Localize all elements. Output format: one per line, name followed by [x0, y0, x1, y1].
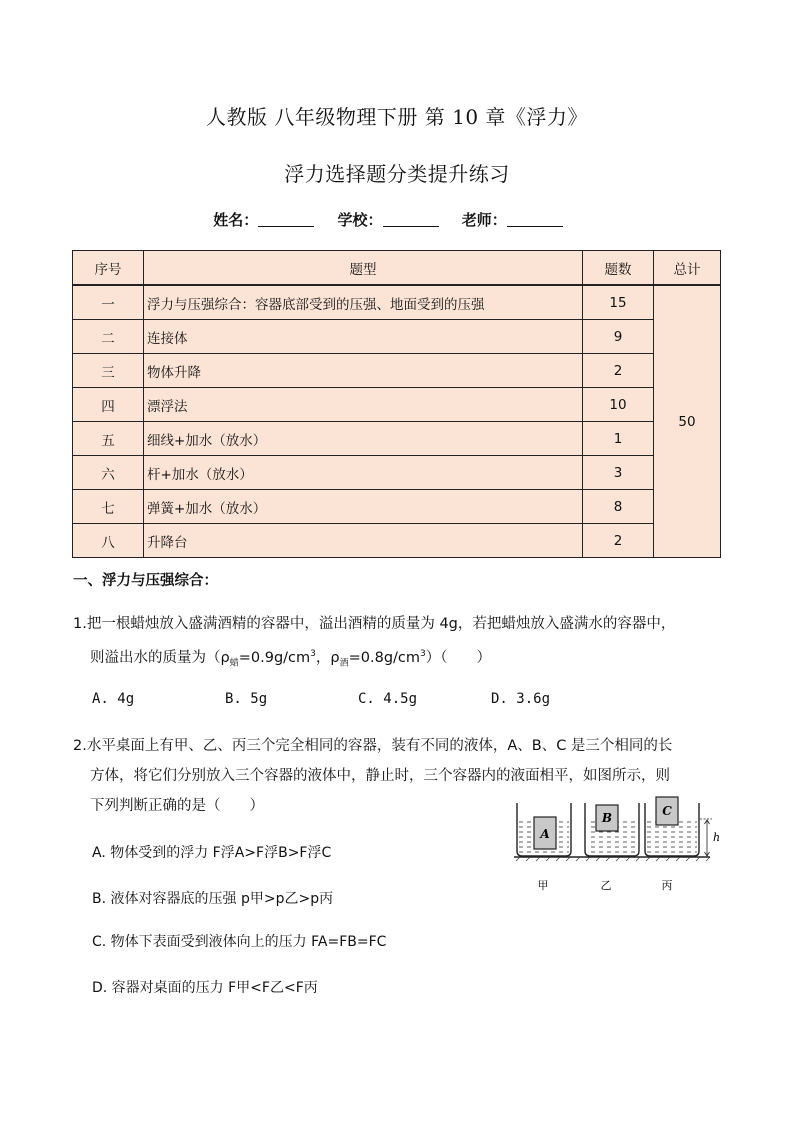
question-2-option-a[interactable]: A. 物体受到的浮力 F浮A>F浮B>F浮C — [92, 845, 332, 861]
header-total: 总计 — [654, 251, 721, 286]
option-a[interactable]: A. 4g — [92, 691, 135, 707]
table-row — [73, 388, 721, 422]
name-label: 姓名： — [213, 211, 259, 229]
row-no: 二 — [73, 320, 144, 354]
label-yi: 乙 — [600, 879, 612, 892]
q1-text-a: 则溢出水的质量为（ρ — [90, 649, 230, 666]
question-2-line-2: 方体，将它们分别放入三个容器的液体中，静止时，三个容器内的液面相平，如图所示，则 — [90, 768, 670, 784]
table-row — [73, 524, 721, 558]
row-count: 3 — [583, 456, 654, 490]
table-row — [73, 490, 721, 524]
table-row — [73, 285, 721, 320]
header-no: 序号 — [73, 251, 144, 286]
row-type: 浮力与压强综合：容器底部受到的压强、地面受到的压强 — [144, 285, 583, 320]
row-type: 细线+加水（放水） — [144, 422, 583, 456]
teacher-blank[interactable] — [507, 212, 563, 227]
question-1-line-2 — [73, 639, 733, 679]
option-d[interactable]: D. 3.6g — [491, 691, 551, 707]
row-count: 10 — [583, 388, 654, 422]
row-type: 连接体 — [144, 320, 583, 354]
table-row — [73, 354, 721, 388]
row-type: 杆+加水（放水） — [144, 456, 583, 490]
q1-sup-1: 3 — [310, 649, 316, 659]
row-count: 8 — [583, 490, 654, 524]
option-c[interactable]: C. 4.5g — [358, 691, 418, 707]
question-1-line-1: 1.把一根蜡烛放入盛满酒精的容器中，溢出酒精的质量为 4g，若把蜡烛放入盛满水的容器中， — [73, 616, 676, 632]
summary-table — [72, 250, 721, 558]
row-count: 2 — [583, 524, 654, 558]
question-1-options — [92, 691, 550, 707]
teacher-label: 老师： — [461, 211, 507, 229]
row-no: 七 — [73, 490, 144, 524]
row-count: 1 — [583, 422, 654, 456]
block-c-label: C — [662, 804, 672, 818]
row-type: 升降台 — [144, 524, 583, 558]
row-no: 五 — [73, 422, 144, 456]
question-2-option-b[interactable]: B. 液体对容器底的压强 p甲>p乙>p丙 — [92, 891, 334, 907]
row-no: 三 — [73, 354, 144, 388]
header-count: 题数 — [583, 251, 654, 286]
row-no: 八 — [73, 524, 144, 558]
row-count: 15 — [583, 285, 654, 320]
total-cell: 50 — [654, 285, 721, 558]
containers-figure — [510, 795, 720, 895]
option-b[interactable]: B. 5g — [225, 691, 268, 707]
label-bing: 丙 — [661, 879, 673, 892]
q1-sub-wax: 蜡 — [229, 658, 239, 669]
school-blank[interactable] — [383, 212, 439, 227]
label-jia: 甲 — [537, 879, 549, 892]
q1-text-e: ）（ ） — [425, 649, 491, 666]
row-no: 六 — [73, 456, 144, 490]
height-label: h — [713, 831, 720, 844]
question-2-option-d[interactable]: D. 容器对桌面的压力 F甲<F乙<F丙 — [92, 980, 318, 996]
question-2-option-c[interactable]: C. 物体下表面受到液体向上的压力 FA=FB=FC — [92, 934, 387, 950]
question-2-line-3: 下列判断正确的是（ ） — [90, 798, 264, 814]
row-type: 漂浮法 — [144, 388, 583, 422]
q1-text-c: ，ρ — [315, 649, 340, 666]
q1-sub-alc: 酒 — [339, 658, 349, 669]
table-row — [73, 320, 721, 354]
row-no: 一 — [73, 285, 144, 320]
table-row — [73, 422, 721, 456]
q1-text-b: =0.9g/cm — [238, 649, 311, 666]
row-type: 弹簧+加水（放水） — [144, 490, 583, 524]
q1-sup-2: 3 — [420, 649, 426, 659]
block-b-label: B — [601, 811, 613, 825]
row-count: 9 — [583, 320, 654, 354]
section-heading: 一、浮力与压强综合： — [73, 573, 218, 589]
question-2-line-1: 2.水平桌面上有甲、乙、丙三个完全相同的容器，装有不同的液体，A、B、C 是三个相同的长 — [73, 738, 673, 754]
row-no: 四 — [73, 388, 144, 422]
name-blank[interactable] — [258, 212, 314, 227]
document-subtitle: 浮力选择题分类提升练习 — [284, 162, 510, 186]
table-header-row — [73, 251, 721, 286]
table-row — [73, 456, 721, 490]
header-type: 题型 — [144, 251, 583, 286]
row-count: 2 — [583, 354, 654, 388]
student-info-line — [0, 209, 794, 230]
document-title: 人教版 八年级物理下册 第 10 章《浮力》 — [206, 105, 588, 129]
row-type: 物体升降 — [144, 354, 583, 388]
block-a-label: A — [540, 827, 550, 841]
school-label: 学校： — [337, 211, 383, 229]
question-1 — [73, 609, 733, 679]
q1-text-d: =0.8g/cm — [348, 649, 421, 666]
